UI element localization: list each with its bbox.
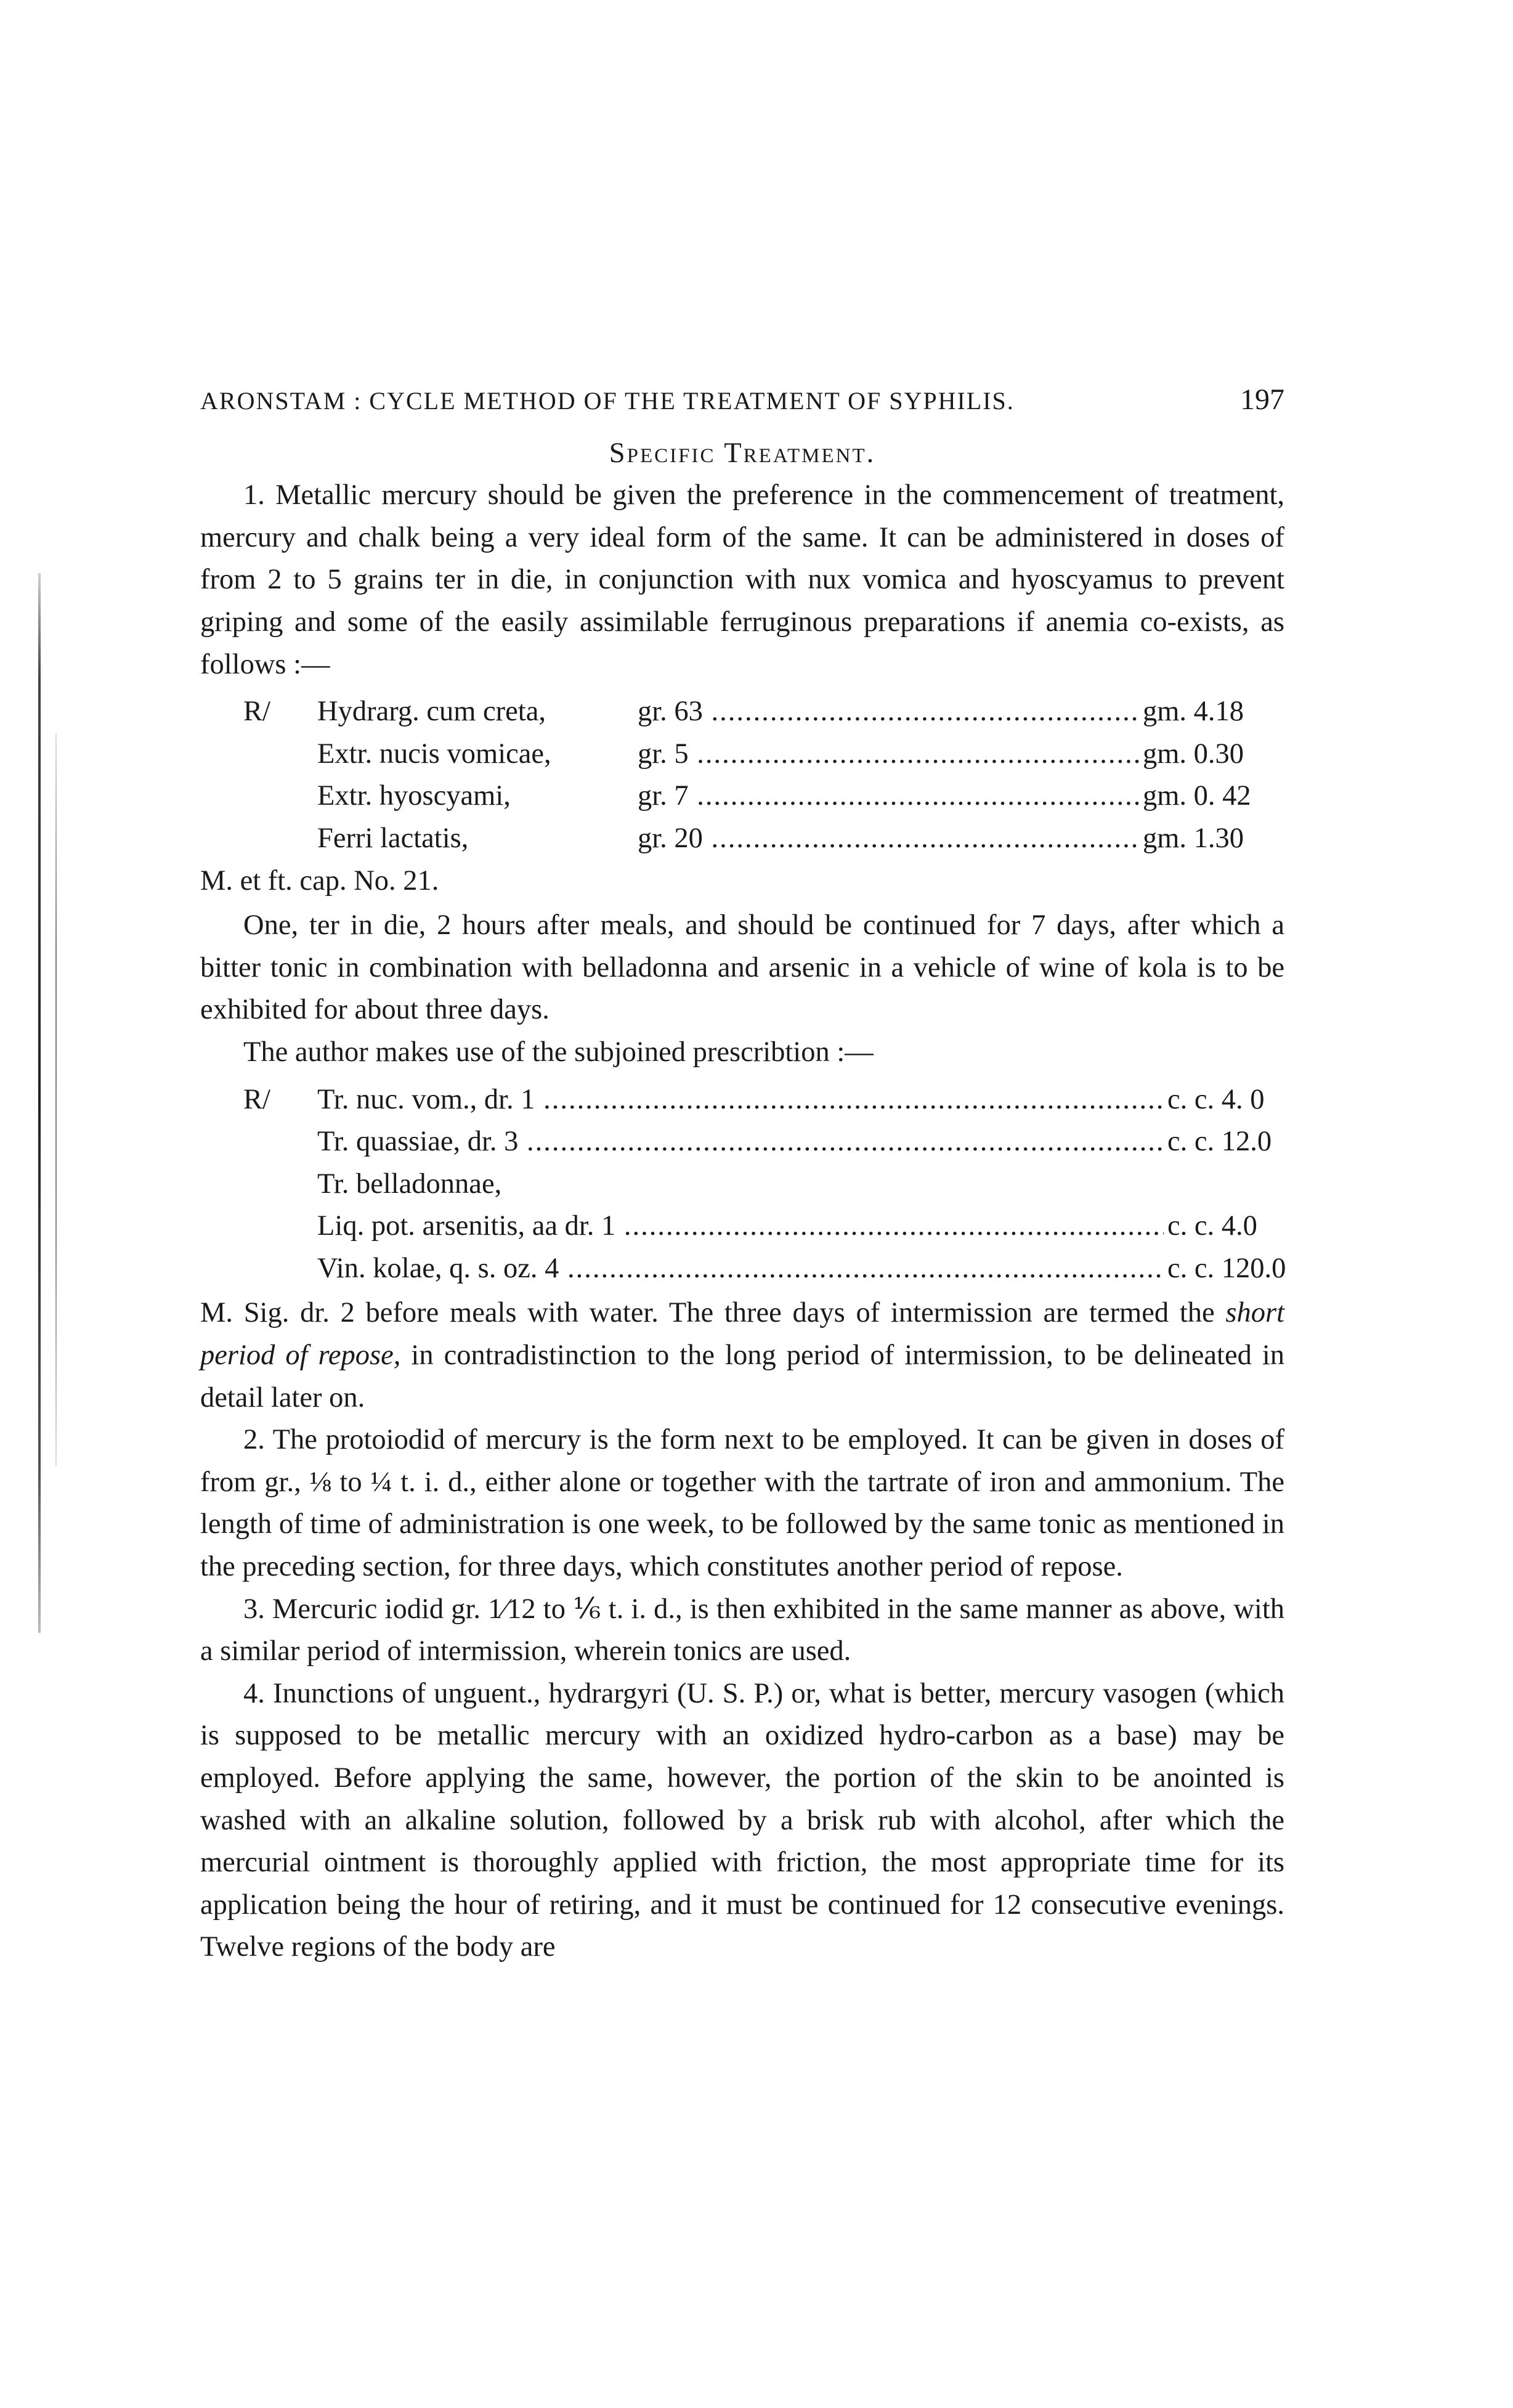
drug-metric-dose: c. c. 4.0 [1164, 1205, 1284, 1248]
drug-metric-dose: c. c. 120.0 [1164, 1248, 1284, 1290]
paragraph-dosing: One, ter in die, 2 hours after meals, and should be continued for 7 days, after which a bitter tonic in combination with belladonna and arsenic in a vehicle of wine of kola is to be exhibited for about three days. [200, 909, 1284, 1026]
drug-name: Hydrarg. cum creta, [317, 696, 546, 728]
prescription-row [200, 1079, 1284, 1121]
drug-name: Tr. belladonnae, [317, 1168, 502, 1200]
drug-name: Liq. pot. arsenitis, aa dr. 1 ..... [317, 1205, 1164, 1248]
prescription-row [200, 733, 1284, 776]
prescription-row [200, 691, 1284, 733]
prescription-tonic [200, 1079, 1284, 1290]
prescription-closing-text: M. et ft. cap. No. 21. [200, 864, 439, 897]
drug-name: Extr. hyoscyami, [317, 780, 511, 812]
running-header [200, 379, 1284, 421]
paragraph-prescription-intro: The author makes use of the subjoined prescribtion :— [243, 1036, 874, 1068]
drug-name: Ferri lactatis, [317, 822, 469, 854]
prescription-row [200, 1205, 1284, 1248]
drug-dose: gr. 20 ..... [638, 818, 1139, 860]
section-heading: Specific Treatment. [609, 437, 876, 469]
drug-metric-dose: gm. 0.30 [1139, 733, 1284, 776]
repose-text-end: in contradistinction to the long period of intermission, to be delineated in detail later on. [200, 1340, 1285, 1413]
prescription-row [200, 1121, 1284, 1163]
paragraph-signature-repose [200, 1292, 1284, 1419]
drug-name: Extr. nucis vomicae, [317, 738, 551, 770]
drug-name: Tr. nuc. vom., dr. 1 ..... [317, 1079, 1164, 1121]
paragraph-metallic-mercury: 1. Metallic mercury should be given the preference in the commencement of treatment, mercury and chalk being a very ideal form of the same. It can be administered in doses of from 2 to 5 grains ter in die, in conjunction with nux vomica and hyoscyamus to prevent griping and some of the easily assimilable ferruginous preparations if anemia co-exists, as follows :— [200, 479, 1284, 680]
page-number: 197 [1240, 383, 1284, 416]
paragraph-mercuric-iodid: 3. Mercuric iodid gr. 1⁄12 to ⅙ t. i. d., is then exhibited in the same manner as above, with a similar period of intermission, wherein tonics are used. [200, 1593, 1284, 1667]
drug-metric-dose: c. c. 4. 0 [1164, 1079, 1284, 1121]
drug-metric-dose [1164, 1163, 1284, 1206]
paragraph-inunctions: 4. Inunctions of unguent., hydrargyri (U. S. P.) or, what is better, mercury vasogen (which is supposed to be metallic mercury with an oxidized hydro-carbon as a base) may be employed. Before applying the same, however, the portion of the skin to be anointed is washed with an alkaline solution, followed by a brisk rub with alcohol, after which the mercurial ointment is thoroughly applied with friction, the most appropriate time for its application being the hour of retiring, and it must be continued for 12 consecutive evenings. Twelve regions of the body are [200, 1677, 1284, 1963]
scan-binding-edge [38, 573, 41, 1633]
book-page [200, 379, 1284, 1969]
paragraph-protoiodid: 2. The protoiodid of mercury is the form next to be employed. It can be given in doses of from gr., ⅛ to ¼ t. i. d., either alone or together with the tartrate of iron and ammonium. The length of time of administration is one week, to be followed by the same tonic as mentioned in the preceding section, for three days, which constitutes another period of repose. [200, 1424, 1284, 1583]
drug-dose: gr. 5 ..... [638, 733, 1139, 776]
prescription-row [200, 1163, 1284, 1206]
drug-metric-dose: gm. 1.30 [1139, 818, 1284, 860]
drug-metric-dose: gm. 4.18 [1139, 691, 1284, 733]
repose-text-start: M. Sig. dr. 2 before meals with water. The three days of intermission are termed the [200, 1297, 1226, 1329]
drug-name: Tr. quassiae, dr. 3 ..... [317, 1121, 1164, 1163]
running-title: ARONSTAM : CYCLE METHOD OF THE TREATMENT OF SYPHILIS. [200, 387, 1015, 415]
drug-dose: gr. 7 ..... [638, 775, 1139, 818]
recipe-symbol: R/ [243, 1083, 270, 1115]
repose-term: short period of repose, [200, 1297, 1284, 1372]
drug-name: Vin. kolae, q. s. oz. 4 ..... [317, 1248, 1164, 1290]
prescription-row [200, 1248, 1284, 1290]
prescription-closing [200, 860, 1284, 903]
prescription-row [200, 818, 1284, 860]
prescription-capsules [200, 691, 1284, 902]
scan-binding-edge-secondary [55, 733, 57, 1466]
recipe-symbol: R/ [243, 696, 270, 728]
prescription-row [200, 775, 1284, 818]
drug-metric-dose: c. c. 12.0 [1164, 1121, 1284, 1163]
drug-dose: gr. 63 ..... [638, 691, 1139, 733]
drug-metric-dose: gm. 0. 42 [1139, 775, 1284, 818]
